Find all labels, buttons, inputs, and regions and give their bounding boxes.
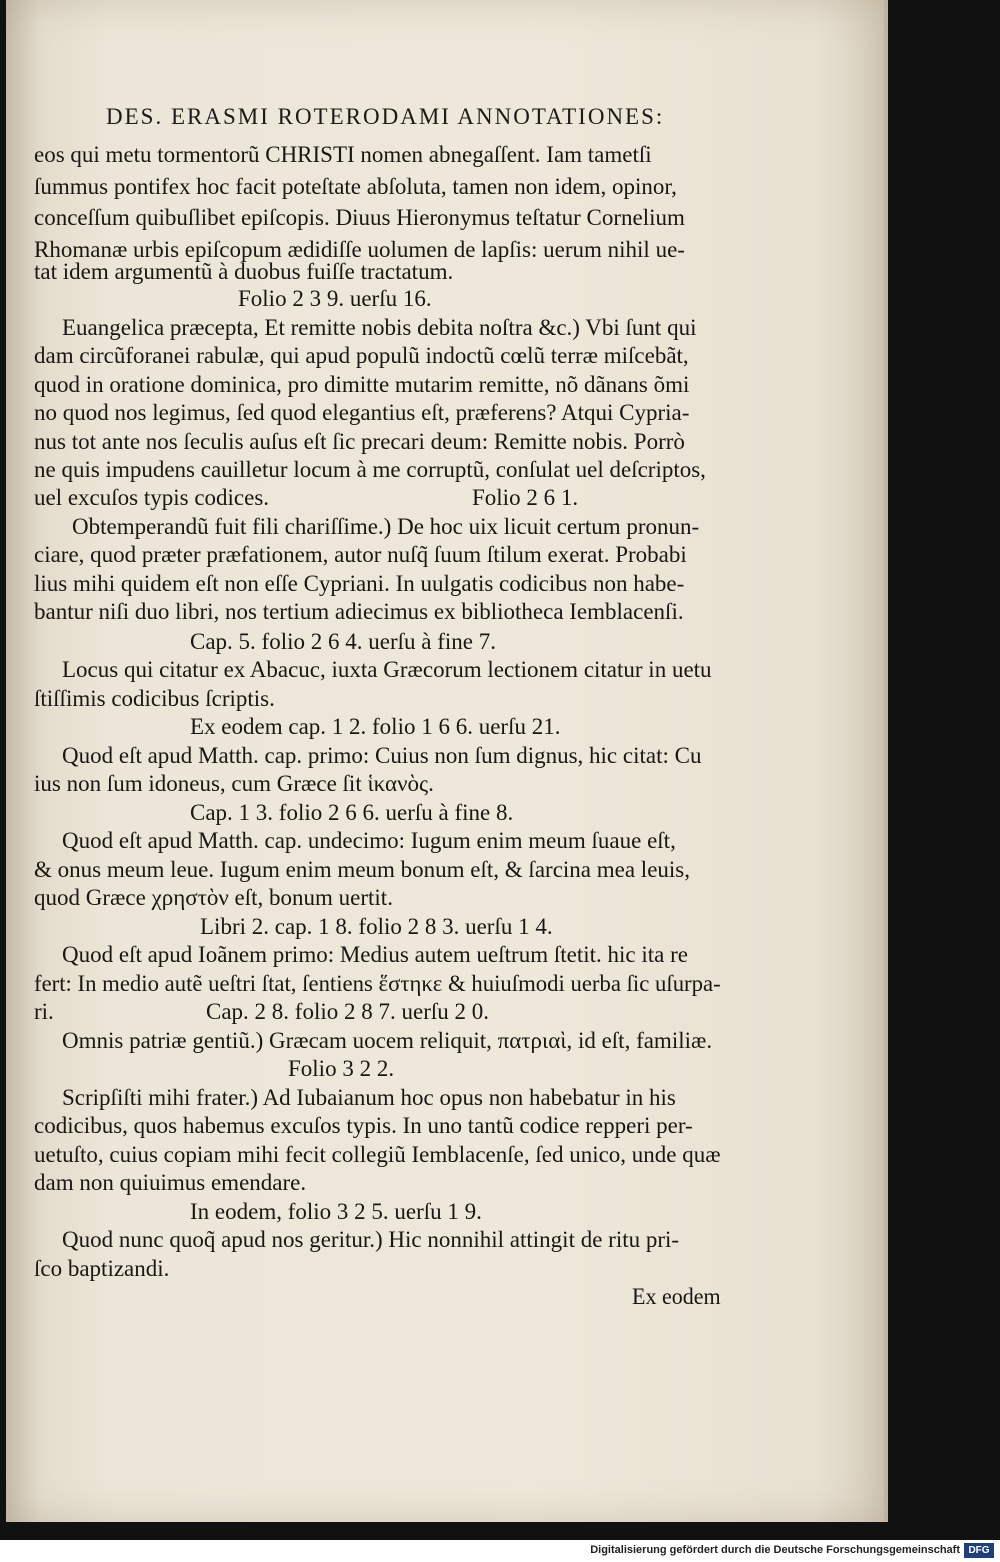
text-line: bantur niſi duo libri, nos tertium adiecimus ex bibliotheca Iemblacenſi.	[34, 599, 684, 624]
text-line: lius mihi quidem eſt non eſſe Cypriani. In uulgatis codicibus non habe-	[34, 571, 685, 596]
text-line: fert: In medio autẽ ueſtri ſtat, ſentiens ἕστηκε & huiuſmodi uerba ſic uſurpa-	[34, 971, 721, 996]
text-line: Omnis patriæ gentiũ.) Græcam uocem reliquit, πατριαὶ, id eſt, familiæ.	[62, 1028, 713, 1053]
text-line: Locus qui citatur ex Abacuc, iuxta Græcorum lectionem citatur in uetu	[62, 657, 712, 682]
text-line: quod in oratione dominica, pro dimitte mutarim remitte, nõ dãnans õmi	[34, 372, 690, 397]
text-line: Quod nunc quoq̃ apud nos geritur.) Hic nonnihil attingit de ritu pri-	[62, 1227, 680, 1252]
text-line: uel excuſos typis codices.	[34, 485, 270, 510]
text-line: Quod eſt apud Ioãnem primo: Medius autem ueſtrum ſtetit. hic ita re	[62, 942, 688, 967]
footer-bar	[0, 1540, 1000, 1562]
folio-reference: Cap. 5. folio 2 6 4. uerſu à fine 7.	[190, 629, 496, 654]
text-line: dam non quiuimus emendare.	[34, 1170, 307, 1195]
text-line: Quod eſt apud Matth. cap. undecimo: Iugum enim meum ſuaue eſt,	[62, 828, 676, 853]
catchword: Ex eodem	[632, 1284, 721, 1309]
dfg-logo: DFG	[964, 1543, 994, 1558]
running-header: DES. ERASMI ROTERODAMI ANNOTATIONES:	[106, 104, 665, 129]
folio-reference: Cap. 2 8. folio 2 8 7. uerſu 2 0.	[206, 999, 489, 1024]
page-edge	[884, 0, 888, 1522]
folio-reference: Libri 2. cap. 1 8. folio 2 8 3. uerſu 1 4.	[200, 914, 553, 939]
text-line: ciare, quod præter præfationem, autor nuſq̃ ſuum ſtilum exerat. Probabi	[34, 542, 687, 567]
text-line: tat idem argumentũ à duobus fuiſſe tractatum.	[34, 259, 454, 284]
folio-reference: Ex eodem cap. 1 2. folio 1 6 6. uerſu 21.	[190, 714, 561, 739]
text-line: ſummus pontifex hoc facit poteſtate abſoluta, tamen non idem, opinor,	[34, 174, 677, 199]
folio-reference: Folio 3 2 2.	[288, 1056, 395, 1081]
text-line: nus tot ante nos ſeculis auſus eſt ſic precari deum: Remitte nobis. Porrò	[34, 429, 685, 454]
text-line: codicibus, quos habemus excuſos typis. In uno tantũ codice repperi per-	[34, 1113, 693, 1138]
text-line: ſtiſſimis codicibus ſcriptis.	[34, 686, 275, 711]
text-line: no quod nos legimus, ſed quod elegantius eſt, præferens? Atqui Cypria-	[34, 400, 690, 425]
text-line: ius non ſum idoneus, cum Græce ſit ἱκανὸς.	[34, 771, 434, 796]
text-line: ne quis impudens cauilletur locum à me corruptũ, conſulat uel deſcriptos,	[34, 457, 706, 482]
text-line: conceſſum quibuſlibet epiſcopis. Diuus Hieronymus teſtatur Cornelium	[34, 205, 685, 230]
folio-reference: Folio 2 3 9. uerſu 16.	[238, 286, 432, 311]
book-page	[6, 0, 884, 1522]
text-line: Scripſiſti mihi frater.) Ad Iubaianum hoc opus non habebatur in his	[62, 1085, 676, 1110]
text-line: dam circũforanei rabulæ, qui apud populũ indoctũ cœlũ terræ miſcebãt,	[34, 343, 689, 368]
text-line: Quod eſt apud Matth. cap. primo: Cuius non ſum dignus, hic citat: Cu	[62, 743, 702, 768]
text-line: Obtemperandũ fuit fili chariſſime.) De hoc uix licuit certum pronun-	[72, 514, 700, 539]
funding-credit: Digitalisierung gefördert durch die Deutsche Forschungsgemeinschaft	[590, 1544, 960, 1556]
text-line: Rhomanæ urbis epiſcopum ædidiſſe uolumen de lapſis: uerum nihil ue-	[34, 237, 685, 262]
text-line: ri.	[34, 999, 54, 1024]
folio-reference: Folio 2 6 1.	[472, 485, 579, 510]
text-line: Euangelica præcepta, Et remitte nobis debita noſtra &c.) Vbi ſunt qui	[62, 315, 697, 340]
folio-reference: In eodem, folio 3 2 5. uerſu 1 9.	[190, 1199, 482, 1224]
text-line: & onus meum leue. Iugum enim meum bonum eſt, & ſarcina mea leuis,	[34, 857, 690, 882]
folio-reference: Cap. 1 3. folio 2 6 6. uerſu à fine 8.	[190, 800, 514, 825]
text-line: eos qui metu tormentorũ CHRISTI nomen abnegaſſent. Iam tametſi	[34, 142, 652, 167]
text-line: quod Græce χρηστὸν eſt, bonum uertit.	[34, 885, 393, 910]
text-line: uetuſto, cuius copiam mihi fecit collegiũ Iemblacenſe, ſed unico, unde quæ	[34, 1142, 721, 1167]
text-line: ſco baptizandi.	[34, 1256, 170, 1281]
